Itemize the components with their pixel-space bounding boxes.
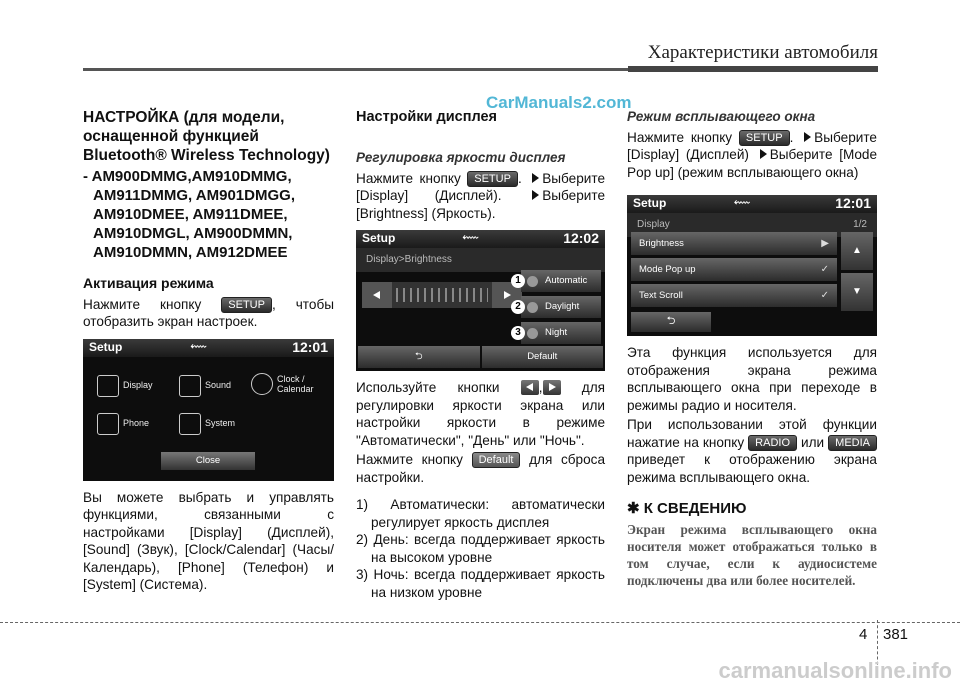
footer-rule (0, 622, 960, 623)
column-3 (627, 108, 877, 589)
screen-title: Setup (362, 231, 396, 246)
scroll-down-button[interactable]: ▼ (841, 273, 873, 311)
display-settings-screen (627, 195, 877, 336)
paragraph: Используйте кнопки , для регулировки яркости экрана или настройки яркости в режиме "Автоматически", "День" или "Ночь". (356, 380, 605, 448)
check-icon: ✓ (820, 263, 829, 275)
arrow-right-icon (543, 380, 561, 395)
screen-status-bar (627, 195, 877, 213)
chapter-number: 4 (859, 626, 868, 643)
menu-item-display[interactable]: Display (97, 375, 153, 397)
paragraph: Вы можете выбрать и управлять функциями, связанными с настройками [Display] (Дисплей), [Sound] (Звук), [Clock/Calendar] (Часы/Календарь), [Phone] (Телефон) и [System] (Система). (83, 489, 334, 592)
media-button-label: MEDIA (828, 435, 877, 451)
close-button[interactable]: Close (161, 452, 255, 470)
watermark: CarManuals2.com (486, 93, 632, 112)
radio-indicator (527, 302, 538, 313)
list-item: 3) Ночь: всегда поддерживает яркость на низком уровне (356, 567, 605, 600)
scroll-up-button[interactable]: ▲ (841, 232, 873, 270)
menu-item-phone[interactable]: Phone (97, 413, 149, 435)
header-rule-accent (628, 66, 878, 72)
column-2 (356, 108, 605, 601)
model-line: AM910DMEE, AM911DMEE, (93, 206, 288, 223)
list-item: 1) Автоматически: автоматически регулирует яркость дисплея (356, 497, 605, 530)
text: , чтобы отобразить экран настроек. (83, 296, 334, 329)
display-icon (97, 375, 119, 397)
screen-bottom-bar (358, 346, 603, 368)
screen-clock: 12:01 (292, 338, 328, 355)
menu-item-sound[interactable]: Sound (179, 375, 231, 397)
paragraph: При использовании этой функции нажатие на кнопку RADIO или MEDIA приведет к отображению экрана режима всплывающего окна. (627, 417, 877, 485)
brightness-screen (356, 230, 605, 371)
radio-button-label: RADIO (748, 435, 797, 451)
screen-status-bar (83, 339, 334, 357)
clock-icon (251, 373, 273, 395)
brightness-ticks (396, 288, 488, 302)
radio-indicator (527, 276, 538, 287)
screen-clock: 12:01 (835, 195, 871, 212)
text: Нажмите кнопку (83, 296, 202, 312)
phone-icon (97, 413, 119, 435)
list-item-mode-popup[interactable]: Mode Pop up ✓ (631, 258, 837, 281)
mode-daylight-button[interactable]: 2 Daylight (521, 296, 601, 318)
section-heading: НАСТРОЙКА (для модели, оснащенной функцией Bluetooth® Wireless Technology) (83, 109, 330, 164)
text: Нажмите кнопку (356, 170, 461, 186)
arrow-right-icon (532, 173, 539, 183)
mode-list (356, 496, 605, 601)
arrow-left-icon (368, 288, 386, 303)
play-icon: ▶ (821, 237, 829, 249)
note-body: Экран режима всплывающего окна носителя может отображаться только в том случае, если к аудиосистеме подключены два или более носителей. (627, 521, 877, 588)
setup-button-label: SETUP (221, 297, 272, 313)
brightness-slider[interactable] (362, 282, 522, 308)
setup-screen (83, 339, 334, 481)
model-line: AM910DMMN, AM912DMEE (93, 244, 288, 261)
section-heading: Настройки дисплея (356, 109, 498, 125)
mode-automatic-button[interactable]: 1 Automatic (521, 270, 601, 292)
back-button[interactable]: ⮌ (631, 312, 711, 332)
usb-icon: ⬳ (734, 197, 750, 210)
paragraph: Нажмите кнопку Default для сброса настройки. (356, 452, 606, 485)
setup-button-label: SETUP (467, 171, 518, 187)
setup-button-label: SETUP (739, 130, 790, 146)
arrow-right-icon (804, 132, 811, 142)
page-indicator: 1/2 (853, 219, 867, 230)
back-button[interactable]: ⮌ (358, 346, 480, 368)
menu-item-system[interactable]: System (179, 413, 235, 435)
screen-breadcrumb: Display 1/2 (627, 213, 877, 237)
model-line: - AM900DMMG,AM910DMMG, (83, 168, 292, 185)
paragraph: Нажмите кнопку SETUP . Выберите [Display] (Дисплей) Выберите [Mode Pop up] (режим всплывающего окна) (627, 129, 878, 180)
arrow-right-icon (760, 149, 767, 159)
column-1 (83, 108, 334, 594)
gear-icon (179, 413, 201, 435)
mode-night-button[interactable]: 3 Night (521, 322, 601, 344)
screen-breadcrumb: Display>Brightness (356, 248, 605, 272)
subheading-popup: Режим всплывающего окна (627, 109, 816, 124)
paragraph (83, 296, 334, 331)
list-item-brightness[interactable]: Brightness ▶ (631, 232, 837, 255)
arrow-right-icon (532, 190, 539, 200)
default-button[interactable]: Default (482, 346, 604, 368)
arrow-left-icon (521, 380, 539, 395)
menu-item-clock[interactable]: Clock / Calendar (251, 373, 331, 395)
screen-status-bar (356, 230, 605, 248)
usb-icon: ⬳ (190, 340, 207, 353)
paragraph: Нажмите кнопку SETUP . Выберите [Display] (Дисплей). Выберите [Brightness] (Яркость). (356, 170, 606, 221)
model-line: AM910DMGL, AM900DMMN, (93, 225, 293, 242)
radio-indicator (527, 328, 538, 339)
list-item-text-scroll[interactable]: Text Scroll ✓ (631, 284, 837, 307)
page-number: 381 (883, 626, 909, 643)
model-line: AM911DMMG, AM901DMGG, (93, 187, 295, 204)
running-header-title: Характеристики автомобиля (647, 42, 878, 63)
brightness-decrease-button[interactable] (362, 282, 392, 308)
subheading-brightness: Регулировка яркости дисплея (356, 150, 566, 165)
footer-watermark: carmanualsonline.info (718, 658, 952, 683)
paragraph: Эта функция используется для отображения экрана режима всплывающего окна при переходе в режимы радио и носителя. (627, 345, 877, 413)
screen-title: Setup (633, 196, 667, 211)
check-icon: ✓ (820, 289, 829, 301)
default-button-label: Default (472, 452, 521, 468)
screen-clock: 12:02 (563, 230, 599, 247)
list-item: 2) День: всегда поддерживает яркость на высоком уровне (356, 532, 605, 565)
usb-icon: ⬳ (462, 232, 479, 245)
model-list (83, 167, 334, 262)
note-heading: ✱ К СВЕДЕНИЮ (627, 500, 747, 517)
speaker-icon (179, 375, 201, 397)
subheading-activation: Активация режима (83, 275, 214, 291)
screen-title: Setup (89, 339, 123, 354)
